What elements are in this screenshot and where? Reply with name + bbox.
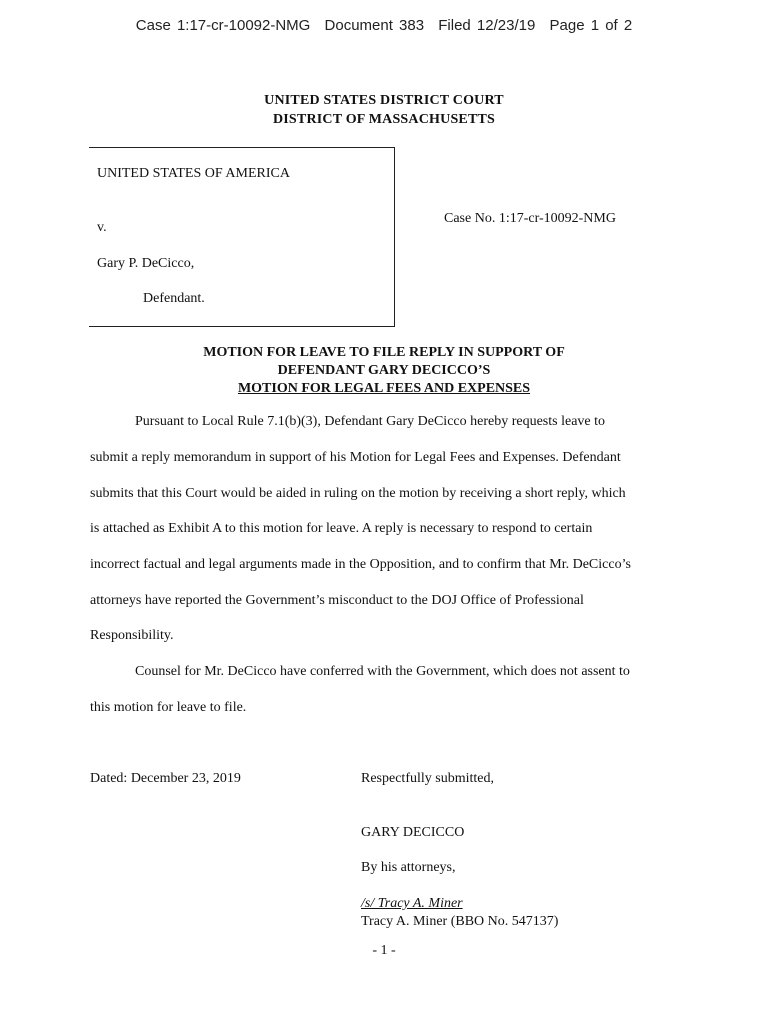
page-number: - 1 - [372,943,396,958]
ecf-page-count: Page 1 of 2 [549,17,633,34]
dated-line: Dated: December 23, 2019 [90,771,241,786]
caption-plaintiff: UNITED STATES OF AMERICA [97,166,290,181]
body-line: this motion for leave to file. [90,700,247,715]
ecf-filed-date: Filed 12/23/19 [438,17,536,34]
body-line: is attached as Exhibit A to this motion for leave. A reply is necessary to respond to certain [90,521,593,536]
by-attorneys: By his attorneys, [361,860,456,875]
court-district: DISTRICT OF MASSACHUSETTS [272,112,496,127]
ecf-header [0,17,768,34]
motion-title-line-1: MOTION FOR LEAVE TO FILE REPLY IN SUPPORT OF [203,345,565,360]
ecf-case-number: Case 1:17-cr-10092-NMG [135,17,311,34]
ecf-document-number: Document 383 [324,17,425,34]
court-name: UNITED STATES DISTRICT COURT [264,93,504,108]
caption-defendant-name: Gary P. DeCicco, [97,256,195,271]
motion-title-line-3: MOTION FOR LEGAL FEES AND EXPENSES [237,381,531,396]
attorney-name: Tracy A. Miner (BBO No. 547137) [361,914,559,929]
body-line: submit a reply memorandum in support of his Motion for Legal Fees and Expenses. Defendant [90,450,621,465]
caption-defendant-role: Defendant. [143,291,205,306]
caption-versus: v. [97,220,107,235]
respectfully-submitted: Respectfully submitted, [361,771,494,786]
body-line: attorneys have reported the Government’s misconduct to the DOJ Office of Professional [90,593,584,608]
client-name: GARY DECICCO [361,825,465,840]
motion-title-line-2: DEFENDANT GARY DECICCO’S [277,363,491,378]
body-line: submits that this Court would be aided in ruling on the motion by receiving a short reply, which [90,486,626,501]
electronic-signature: /s/ Tracy A. Miner [361,896,463,911]
caption-case-number: Case No. 1:17-cr-10092-NMG [444,211,616,226]
body-line: incorrect factual and legal arguments made in the Opposition, and to confirm that Mr. DeCicco’s [90,557,631,572]
body-line: Counsel for Mr. DeCicco have conferred with the Government, which does not assent to [135,664,630,679]
body-line: Pursuant to Local Rule 7.1(b)(3), Defendant Gary DeCicco hereby requests leave to [135,414,606,429]
body-line: Responsibility. [90,628,174,643]
